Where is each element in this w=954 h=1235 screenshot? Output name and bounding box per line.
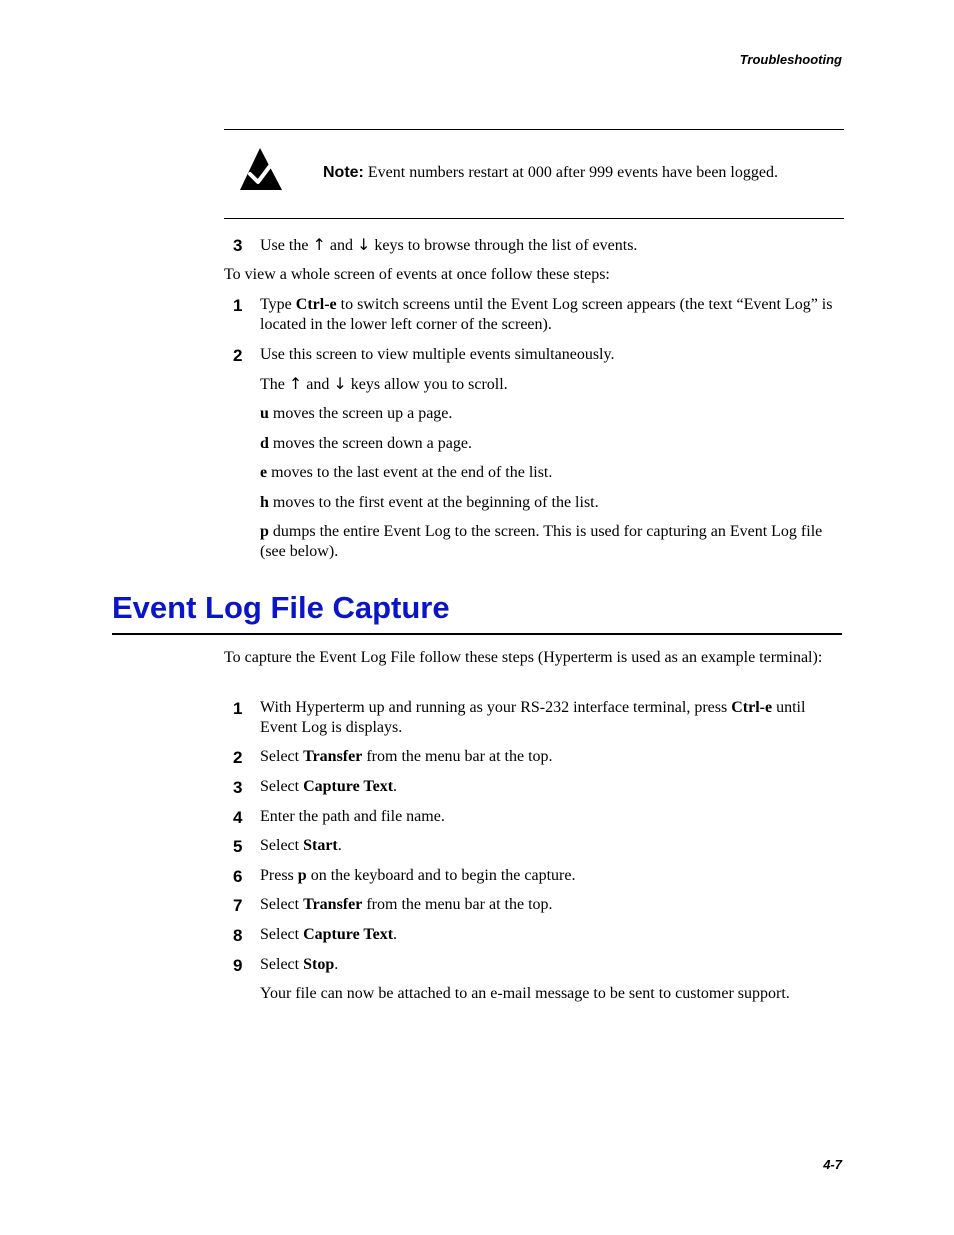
step-number: 1 [233, 296, 243, 315]
step-text [260, 235, 844, 256]
step-text [260, 747, 844, 767]
step-text [260, 777, 844, 797]
step-number: 3 [233, 236, 243, 255]
text-run: . [393, 926, 398, 943]
section-heading: Event Log File Capture [112, 590, 450, 625]
text-run: Type [260, 296, 296, 313]
intro-paragraph: To view a whole screen of events at once follow these steps: [224, 266, 610, 283]
text-run: Select [260, 926, 304, 943]
step-text [260, 955, 844, 975]
menu-name: Stop [303, 956, 335, 973]
text-run: keys to browse through the list of events. [370, 237, 638, 254]
running-header: Troubleshooting [739, 52, 842, 67]
text-run: until Event Log is displays. [260, 699, 806, 736]
intro-paragraph: To capture the Event Log File follow these steps (Hyperterm is used as an example terminal): [224, 649, 823, 666]
text-run: . [337, 837, 342, 854]
step-text [260, 925, 844, 945]
step-text [260, 836, 844, 856]
step-text: Use this screen to view multiple events simultaneously. [260, 346, 615, 363]
note-top-rule [224, 129, 844, 130]
note-label: Note: [323, 164, 364, 181]
text-run: Press [260, 867, 298, 884]
step-text [260, 866, 844, 886]
note-body: Event numbers restart at 000 after 999 events have been logged. [363, 164, 778, 181]
menu-name: Transfer [303, 748, 363, 765]
key-name: d [260, 435, 269, 452]
text-run: . [393, 778, 398, 795]
key-name: p [260, 523, 269, 540]
step-number: 9 [233, 956, 243, 975]
key-description [260, 463, 844, 483]
key-description [260, 522, 844, 562]
text-run: dumps the entire Event Log to the screen. This is used for capturing an Event Log file (see below). [260, 523, 823, 560]
up-arrow-icon: ↑ [312, 235, 326, 254]
key-name: u [260, 405, 269, 422]
step-number: 7 [233, 896, 243, 915]
key-description [260, 493, 844, 513]
step-number: 6 [233, 867, 243, 886]
page-number: 4-7 [823, 1157, 842, 1172]
down-arrow-icon: ↓ [333, 374, 347, 393]
step-number: 3 [233, 778, 243, 797]
text-run: moves the screen up a page. [268, 405, 453, 422]
up-arrow-icon: ↑ [288, 374, 303, 393]
down-arrow-icon: ↓ [356, 235, 371, 254]
step-text [260, 895, 844, 915]
menu-name: Transfer [303, 896, 363, 913]
heading-rule [112, 633, 842, 635]
text-run: Select [260, 837, 304, 854]
step-number: 1 [233, 699, 243, 718]
text-run: . [334, 956, 339, 973]
note-text [323, 164, 778, 182]
text-run: keys allow you to scroll. [346, 376, 508, 393]
step-text: Enter the path and file name. [260, 808, 445, 825]
text-run: With Hyperterm up and running as your RS-232 interface terminal, press [260, 699, 732, 716]
text-run: Use the [260, 237, 313, 254]
step-number: 5 [233, 837, 243, 856]
menu-name: Capture Text [303, 926, 394, 943]
text-run: to switch screens until the Event Log screen appears (the text “Event Log” is located in the lower left corner of the screen). [260, 296, 833, 333]
step-text [260, 698, 844, 738]
key-description [260, 434, 844, 454]
step-text [260, 295, 844, 335]
text-run: Select [260, 778, 304, 795]
text-run: Select [260, 956, 304, 973]
step-number: 2 [233, 346, 243, 365]
note-check-icon [238, 146, 284, 192]
menu-name: Capture Text [303, 778, 394, 795]
step-number: 4 [233, 808, 243, 827]
scroll-text [260, 374, 844, 395]
key-name: e [260, 464, 268, 481]
step-number: 8 [233, 926, 243, 945]
text-run: moves to the first event at the beginning of the list. [268, 494, 599, 511]
text-run: and [302, 376, 334, 393]
text-run: from the menu bar at the top. [362, 896, 553, 913]
text-run: Select [260, 748, 304, 765]
key-name: p [297, 867, 307, 884]
text-run: from the menu bar at the top. [362, 748, 553, 765]
text-run: on the keyboard and to begin the capture. [306, 867, 576, 884]
final-paragraph: Your file can now be attached to an e-mail message to be sent to customer support. [260, 985, 790, 1002]
key-name: Ctrl-e [295, 296, 337, 313]
text-run: The [260, 376, 289, 393]
text-run: Select [260, 896, 304, 913]
text-run: and [325, 237, 357, 254]
text-run: moves the screen down a page. [268, 435, 472, 452]
menu-name: Start [303, 837, 338, 854]
text-run: moves to the last event at the end of the list. [267, 464, 553, 481]
step-number: 2 [233, 748, 243, 767]
note-bottom-rule [224, 218, 844, 219]
key-description [260, 404, 844, 424]
key-name: Ctrl-e [731, 699, 773, 716]
key-name: h [260, 494, 269, 511]
